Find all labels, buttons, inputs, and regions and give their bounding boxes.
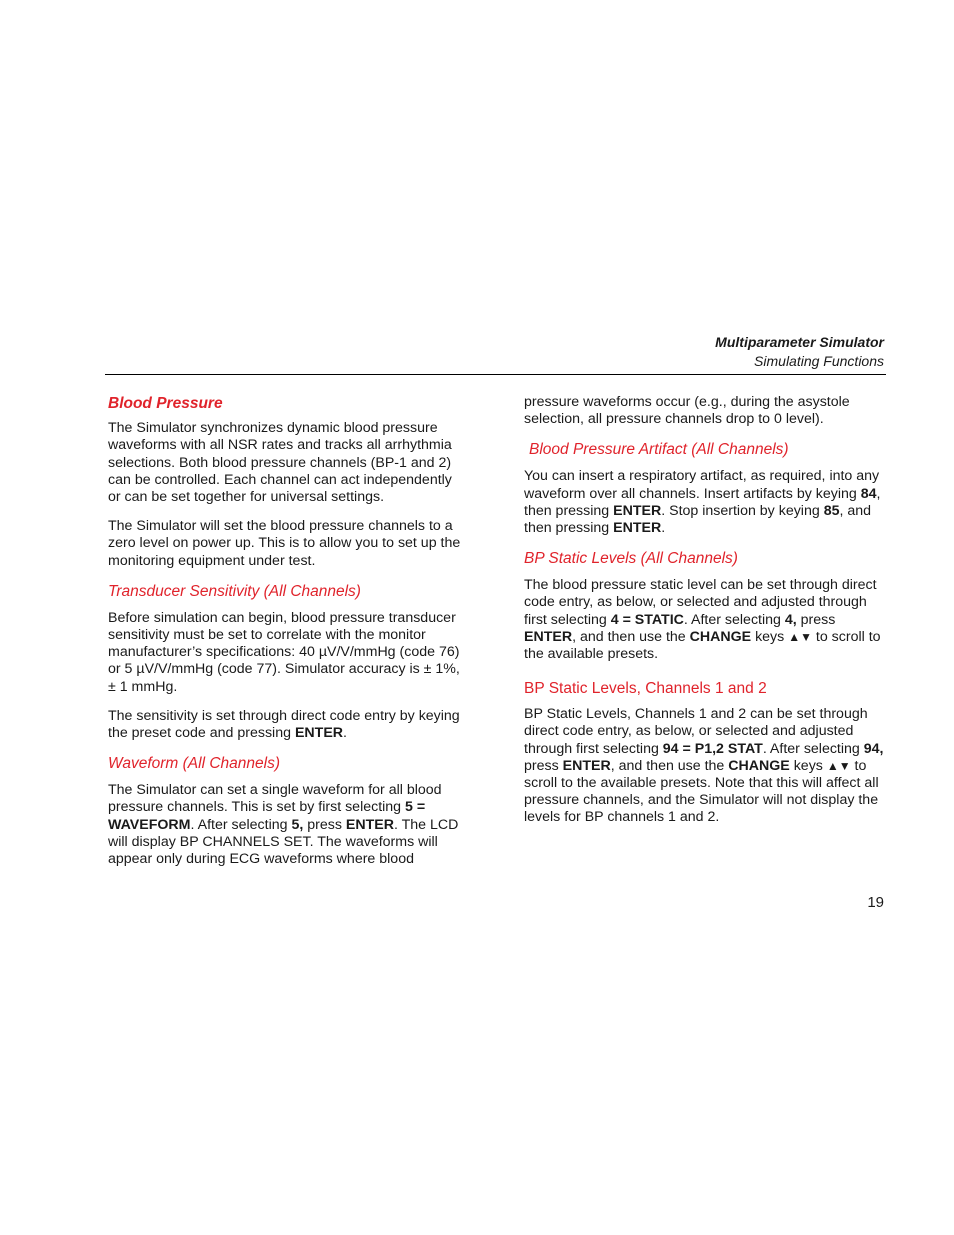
paragraph: The Simulator will set the blood pressure channels to a zero level on power up. This is to allow you to set up the monitoring equipment under test. — [108, 518, 461, 569]
left-column — [108, 388, 468, 880]
up-down-arrows-icon: ▲▼ — [788, 629, 812, 644]
heading-blood-pressure: Blood Pressure — [108, 395, 223, 412]
paragraph: The Simulator can set a single waveform for all blood pressure channels. This is set by first selecting 5 = WAVEFORM. After selecting 5, press ENTER. The LCD will display BP CHANNELS SET. The waveforms will appear only during ECG waveforms where blood — [108, 782, 459, 868]
paragraph: The Simulator synchronizes dynamic blood pressure waveforms with all NSR rates and tracks all arrhythmia selections. Both blood pressure channels (BP-1 and 2) can be controlled. Each channel can act independently or can be set together for universal settings. — [108, 420, 452, 506]
paragraph: Before simulation can begin, blood pressure transducer sensitivity must be set to correlate with the monitor manufacturer’s specifications: 40 µV/V/mmHg (code 76) or 5 µV/V/mmHg (code 77). Simulator accuracy is ± 1%, ± 1 mmHg. — [108, 609, 460, 695]
heading-transducer-sensitivity: Transducer Sensitivity (All Channels) — [108, 582, 361, 600]
heading-waveform: Waveform (All Channels) — [108, 755, 280, 773]
page-number: 19 — [867, 894, 884, 911]
header-rule — [105, 374, 886, 375]
paragraph: The sensitivity is set through direct code entry by keying the preset code and pressing ENTER. — [108, 707, 460, 742]
heading-bp-artifact: Blood Pressure Artifact (All Channels) — [529, 441, 789, 459]
right-column — [524, 388, 884, 839]
header-subtitle: Simulating Functions — [754, 353, 884, 369]
paragraph: You can insert a respiratory artifact, as required, into any waveform over all channels. Insert artifacts by keying 84, then pressing ENTER. Stop insertion by keying 85, and then pressing ENTER. — [524, 468, 881, 537]
heading-bp-static-levels: BP Static Levels (All Channels) — [524, 550, 738, 568]
header-title: Multiparameter Simulator — [715, 334, 884, 350]
paragraph: pressure waveforms occur (e.g., during the asystole selection, all pressure channels drop to 0 level). — [524, 394, 850, 428]
up-down-arrows-icon: ▲▼ — [826, 758, 851, 773]
paragraph: The blood pressure static level can be set through direct code entry, as below, or selected and adjusted through first selecting 4 = STATIC. After selecting 4, press ENTER, and then use the CHANGE keys ▲▼ to scroll to the available presets. — [524, 577, 881, 663]
paragraph: BP Static Levels, Channels 1 and 2 can be set through direct code entry, as below, or selected and adjusted through first selecting 94 = P1,2 STAT. After selecting 94, press ENTER, and then use the CHANGE keys ▲▼ to scroll to the available presets. Note that this will affect all pressure channels, and the Simulator will not display the levels for BP channels 1 and 2. — [524, 706, 884, 826]
running-header — [715, 333, 884, 371]
heading-bp-static-levels-ch12: BP Static Levels, Channels 1 and 2 — [524, 680, 767, 698]
